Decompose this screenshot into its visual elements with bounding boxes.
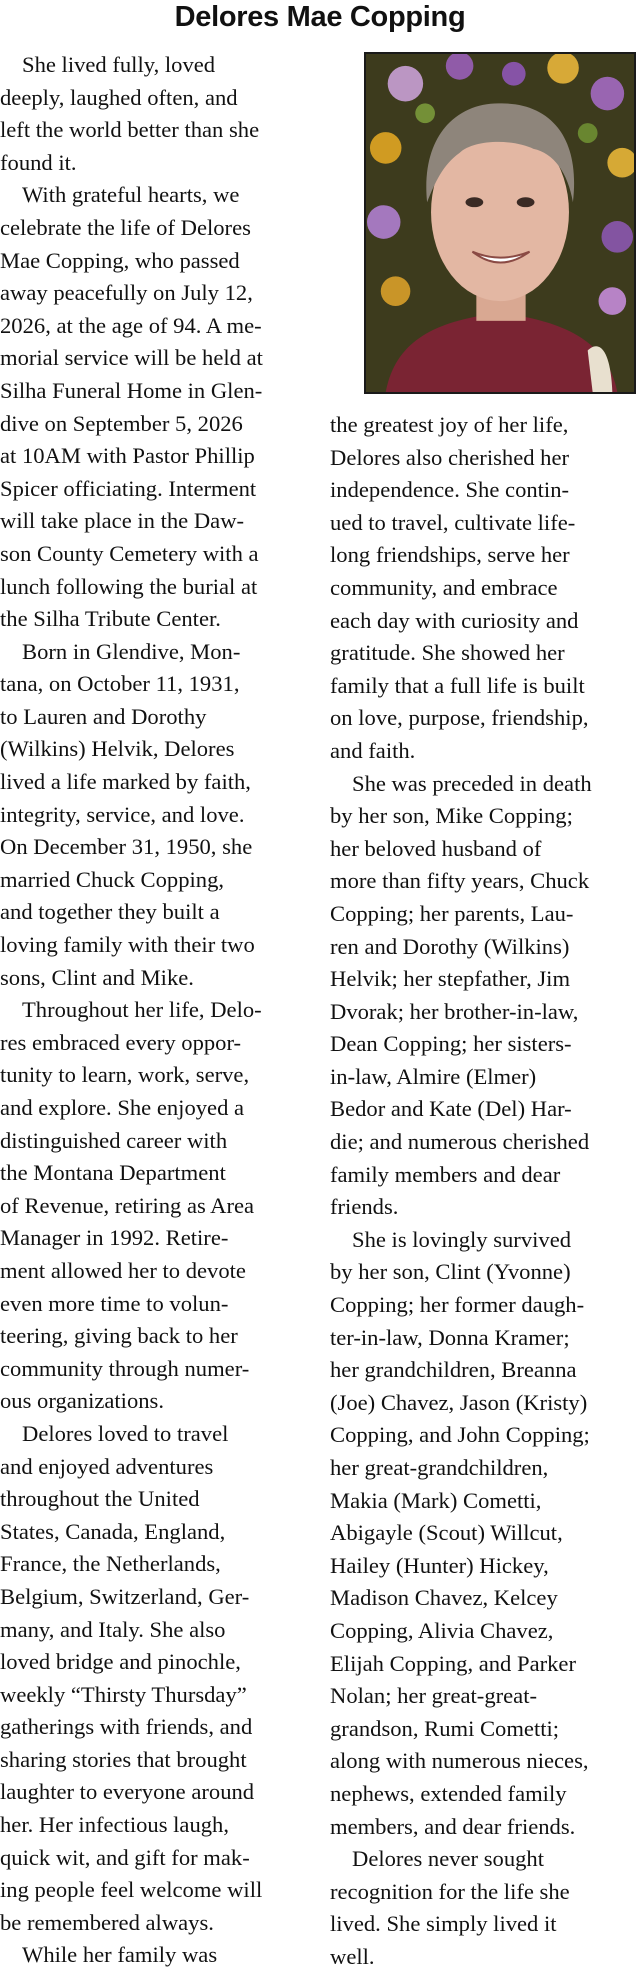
text-line: Abigayle (Scout) Willcut,: [330, 1520, 563, 1546]
obituary-column-right: [330, 409, 640, 1974]
text-line: married Chuck Copping,: [0, 866, 225, 892]
text-line: Dvorak; her brother-in-law,: [330, 998, 579, 1024]
text-line: and explore. She enjoyed a: [0, 1095, 245, 1120]
text-line: loved bridge and pinochle,: [0, 1649, 241, 1675]
text-line: be remembered always.: [0, 1909, 214, 1935]
text-line: ued to travel, cultivate life-: [330, 509, 576, 535]
text-line: grandson, Rumi Cometti;: [330, 1715, 560, 1741]
text-line: left the world better than she: [0, 117, 260, 143]
text-line: Belgium, Switzerland, Ger-: [0, 1583, 250, 1609]
text-line: found it.: [0, 149, 77, 175]
text-line: on love, purpose, friendship,: [330, 705, 589, 731]
paragraph: [0, 1939, 320, 1972]
text-line: teering, giving back to her: [0, 1323, 238, 1349]
text-line: ing people feel welcome will: [0, 1877, 263, 1903]
text-line: (Wilkins) Helvik, Delores: [0, 736, 235, 762]
text-line: 2026, at the age of 94. A me-: [0, 312, 262, 338]
text-line: tana, on October 11, 1931,: [0, 671, 240, 697]
paragraph: [0, 636, 320, 995]
obituary-title: Delores Mae Copping: [174, 1, 466, 33]
text-line: her. Her infectious laugh,: [0, 1812, 230, 1838]
text-line: nephews, extended family: [330, 1780, 567, 1806]
text-line: son County Cemetery with a: [0, 540, 259, 566]
text-line: ter-in-law, Donna Kramer;: [330, 1324, 570, 1350]
text-line: weekly “Thirsty Thursday”: [0, 1681, 247, 1707]
obituary-column-left: [0, 49, 320, 1972]
text-line: her great-grandchildren,: [330, 1455, 549, 1480]
text-line: die; and numerous cherished: [330, 1129, 590, 1155]
text-line: at 10AM with Pastor Phillip: [0, 443, 255, 469]
text-line: Delores never sought: [352, 1846, 544, 1872]
text-line: family members and dear: [330, 1161, 561, 1187]
text-line: States, Canada, England,: [0, 1518, 226, 1544]
text-line: her grandchildren, Breanna: [330, 1357, 577, 1383]
text-line: She was preceded in death: [352, 770, 592, 796]
text-line: Delores loved to travel: [22, 1420, 229, 1446]
text-line: even more time to volun-: [0, 1290, 229, 1316]
text-line: long friendships, serve her: [330, 542, 570, 568]
text-line: the Silha Tribute Center.: [0, 606, 221, 632]
text-line: throughout the United: [0, 1486, 200, 1512]
text-line: by her son, Mike Copping;: [330, 803, 573, 829]
paragraph: [330, 1224, 640, 1843]
text-line: Born in Glendive, Mon-: [22, 638, 241, 664]
text-line: lived a life marked by faith,: [0, 769, 251, 795]
text-line: away peacefully on July 12,: [0, 280, 253, 306]
text-line: celebrate the life of Delores: [0, 214, 251, 240]
paragraph: [330, 409, 640, 768]
paragraph: [0, 179, 320, 635]
text-line: On December 31, 1950, she: [0, 834, 253, 860]
text-line: Makia (Mark) Cometti,: [330, 1487, 542, 1513]
text-line: community, and embrace: [330, 574, 558, 600]
text-line: each day with curiosity and: [330, 607, 579, 633]
portrait-image: [366, 54, 634, 392]
text-line: many, and Italy. She also: [0, 1616, 226, 1642]
text-line: members, and dear friends.: [330, 1813, 576, 1839]
text-line: Helvik; her stepfather, Jim: [330, 966, 571, 992]
text-line: to Lauren and Dorothy: [0, 703, 207, 729]
text-line: will take place in the Daw-: [0, 508, 245, 534]
text-line: gatherings with friends, and: [0, 1714, 253, 1740]
text-line: Throughout her life, Delo-: [22, 997, 262, 1023]
text-line: independence. She contin-: [330, 477, 570, 503]
paragraph: [0, 1418, 320, 1940]
text-line: sons, Clint and Mike.: [0, 964, 194, 990]
text-line: Nolan; her great-great-: [330, 1683, 537, 1709]
text-line: Copping; her former daugh-: [330, 1292, 585, 1318]
text-line: France, the Netherlands,: [0, 1551, 221, 1577]
text-line: While her family was: [22, 1942, 218, 1968]
text-line: loving family with their two: [0, 932, 255, 958]
text-line: Elijah Copping, and Parker: [330, 1650, 576, 1676]
text-line: sharing stories that brought: [0, 1746, 247, 1772]
text-line: Delores also cherished her: [330, 444, 570, 470]
text-line: and enjoyed adventures: [0, 1453, 214, 1479]
text-line: Manager in 1992. Retire-: [0, 1225, 229, 1251]
text-line: ren and Dorothy (Wilkins): [330, 933, 570, 959]
text-line: ous organizations.: [0, 1388, 164, 1414]
text-line: dive on September 5, 2026: [0, 410, 243, 436]
text-line: Copping, and John Copping;: [330, 1422, 590, 1448]
paragraph: [0, 49, 320, 179]
text-line: Hailey (Hunter) Hickey,: [330, 1552, 549, 1578]
text-line: more than fifty years, Chuck: [330, 868, 590, 894]
text-line: in-law, Almire (Elmer): [330, 1063, 537, 1089]
text-line: along with numerous nieces,: [330, 1748, 589, 1774]
text-line: friends.: [330, 1194, 399, 1220]
paragraph: [330, 1843, 640, 1973]
text-line: Copping, Alivia Chavez,: [330, 1617, 554, 1643]
text-line: of Revenue, retiring as Area: [0, 1192, 255, 1218]
text-line: distinguished career with: [0, 1127, 228, 1153]
text-line: (Joe) Chavez, Jason (Kristy): [330, 1389, 588, 1415]
text-line: She is lovingly survived: [352, 1226, 572, 1252]
portrait-photo: [364, 52, 636, 394]
text-line: Madison Chavez, Kelcey: [330, 1585, 558, 1611]
text-line: Copping; her parents, Lau-: [330, 900, 574, 926]
text-line: by her son, Clint (Yvonne): [330, 1259, 571, 1285]
text-line: res embraced every oppor-: [0, 1029, 242, 1055]
text-line: ment allowed her to devote: [0, 1257, 246, 1283]
text-line: She lived fully, loved: [22, 52, 216, 77]
text-line: community through numer-: [0, 1355, 250, 1381]
text-line: lived. She simply lived it: [330, 1911, 557, 1937]
text-line: Silha Funeral Home in Glen-: [0, 377, 263, 403]
text-line: gratitude. She showed her: [330, 640, 565, 666]
text-line: morial service will be held at: [0, 345, 263, 371]
text-line: and faith.: [330, 737, 416, 763]
text-line: With grateful hearts, we: [22, 182, 240, 208]
text-line: well.: [330, 1943, 375, 1969]
text-line: recognition for the life she: [330, 1878, 570, 1904]
text-line: laughter to everyone around: [0, 1779, 255, 1805]
paragraph: [330, 768, 640, 1224]
text-line: her beloved husband of: [330, 835, 542, 861]
text-line: Dean Copping; her sisters-: [330, 1031, 572, 1057]
text-line: integrity, service, and love.: [0, 801, 245, 827]
text-line: deeply, laughed often, and: [0, 84, 238, 110]
text-line: tunity to learn, work, serve,: [0, 1062, 250, 1088]
text-line: the Montana Department: [0, 1160, 226, 1186]
text-line: quick wit, and gift for mak-: [0, 1844, 250, 1870]
text-line: and together they built a: [0, 899, 220, 925]
text-line: the greatest joy of her life,: [330, 412, 569, 437]
text-line: Bedor and Kate (Del) Har-: [330, 1096, 572, 1122]
text-line: family that a full life is built: [330, 672, 585, 698]
text-line: lunch following the burial at: [0, 573, 258, 599]
text-line: Spicer officiating. Interment: [0, 475, 257, 501]
paragraph: [0, 994, 320, 1418]
text-line: Mae Copping, who passed: [0, 247, 240, 273]
